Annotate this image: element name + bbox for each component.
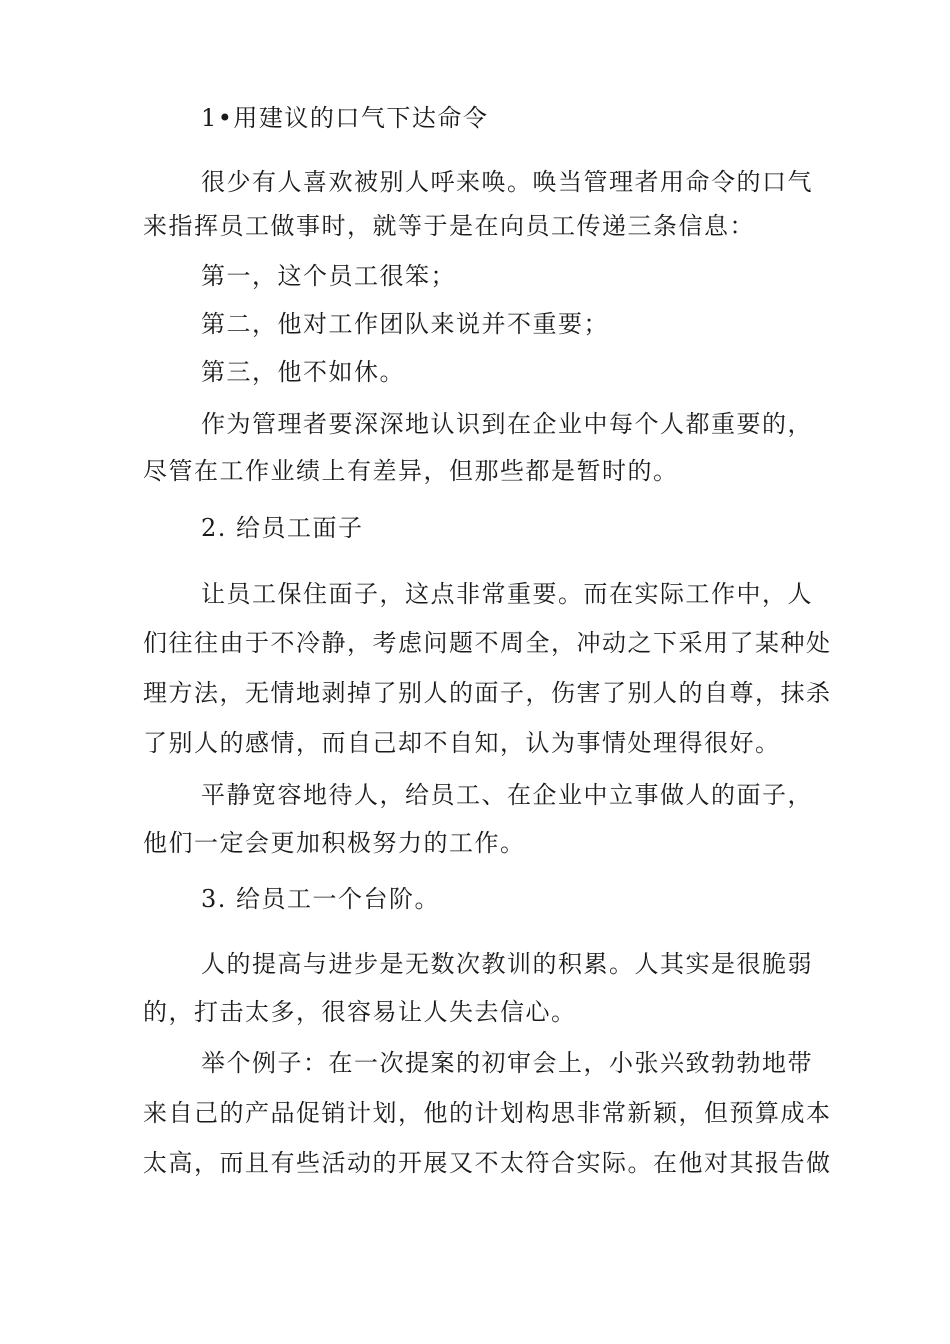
paragraph-1-line-2: 来指挥员工做事时，就等于是在向员工传递三条信息： bbox=[143, 212, 755, 240]
list-item-2: 第二，他对工作团队来说并不重要； bbox=[201, 310, 609, 338]
paragraph-3-line-4: 了别人的感情，而自己却不自知，认为事情处理得很好。 bbox=[143, 729, 781, 757]
paragraph-4-line-2: 他们一定会更加积极努力的工作。 bbox=[143, 829, 526, 857]
paragraph-5-line-2: 的，打击太多，很容易让人失去信心。 bbox=[143, 998, 577, 1026]
paragraph-2-line-2: 尽管在工作业绩上有差异，但那些都是暂时的。 bbox=[143, 457, 679, 485]
paragraph-3-line-3: 理方法，无情地剥掉了别人的面子，伤害了别人的自尊，抹杀 bbox=[143, 679, 832, 707]
paragraph-6-line-2: 来自己的产品促销计划，他的计划构思非常新颖，但预算成本 bbox=[143, 1099, 832, 1127]
paragraph-4-line-1: 平静宽容地待人，给员工、在企业中立事做人的面子， bbox=[201, 781, 813, 809]
section-heading-3: 3. 给员工一个台阶。 bbox=[201, 885, 441, 913]
paragraph-3-line-2: 们往往由于不冷静，考虑问题不周全，冲动之下采用了某种处 bbox=[143, 629, 832, 657]
paragraph-6-line-1: 举个例子：在一次提案的初审会上，小张兴致勃勃地带 bbox=[201, 1049, 813, 1077]
list-item-3: 第三，他不如休。 bbox=[201, 358, 405, 386]
paragraph-3-line-1: 让员工保住面子，这点非常重要。而在实际工作中，人 bbox=[201, 580, 813, 608]
paragraph-1-line-1: 很少有人喜欢被别人呼来唤。唤当管理者用命令的口气 bbox=[201, 168, 813, 196]
list-item-1: 第一，这个员工很笨； bbox=[201, 262, 456, 290]
section-heading-1: 1•用建议的口气下达命令 bbox=[201, 104, 489, 132]
paragraph-6-line-3: 太高，而且有些活动的开展又不太符合实际。在他对其报告做 bbox=[143, 1149, 832, 1177]
paragraph-2-line-1: 作为管理者要深深地认识到在企业中每个人都重要的， bbox=[201, 410, 813, 438]
section-heading-2: 2. 给员工面子 bbox=[201, 514, 364, 542]
paragraph-5-line-1: 人的提高与进步是无数次教训的积累。人其实是很脆弱 bbox=[201, 950, 813, 978]
